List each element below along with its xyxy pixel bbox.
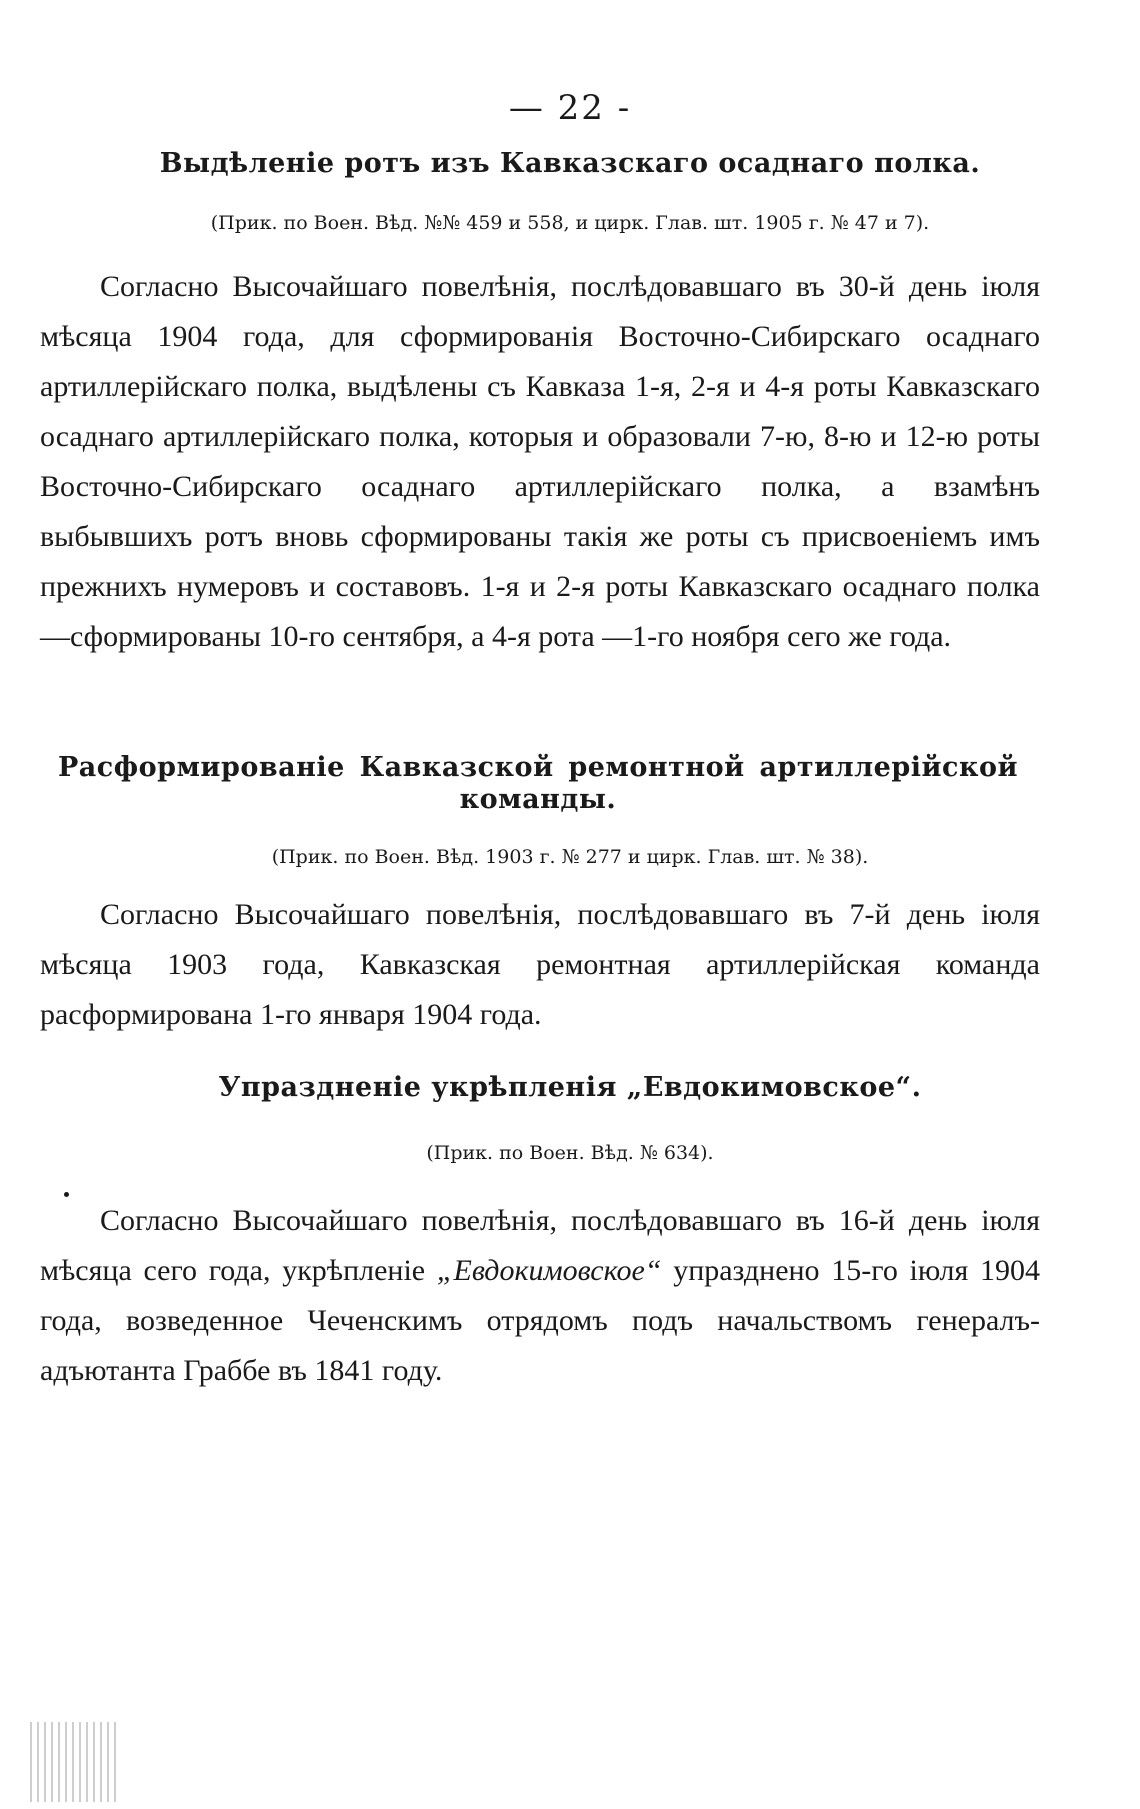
page-number: — 22 -: [508, 88, 632, 128]
section-citation: (Прик. по Воен. Вѣд. №№ 459 и 558, и цирк. Глав. шт. 1905 г. № 47 и 7).: [210, 212, 930, 234]
fortification-name: „Евдокимовское“: [436, 1254, 662, 1287]
scan-noise: [30, 1722, 120, 1802]
section-citation: (Прик. по Воен. Вѣд. 1903 г. № 277 и цирк. Глав. шт. № 38).: [271, 846, 869, 868]
section-citation: (Прик. по Воен. Вѣд. № 634).: [426, 1142, 714, 1164]
body-text: упразднено 15-го іюля 1904 года, возведенное Чеченскимъ отрядомъ подъ начальствомъ генералъ-адъютанта Граббе въ 1841 году.: [40, 1254, 1040, 1387]
section-body: [40, 1196, 1040, 1396]
section-body: Согласно Высочайшаго повелѣнія, послѣдовавшаго въ 30-й день іюля мѣсяца 1904 года, для сформированія Восточно-Сибирскаго осаднаго артиллерійскаго полка, выдѣлены съ Кавказа 1-я, 2-я и 4-я роты Кавказскаго осаднаго артиллерійскаго полка, которыя и образовали 7-ю, 8-ю и 12-ю роты Восточно-Сибирскаго осаднаго артиллерійскаго полка, а взамѣнъ выбывшихъ ротъ вновь сформированы такія же роты съ присвоеніемъ имъ прежнихъ нумеровъ и составовъ. 1-я и 2-я роты Кавказскаго осаднаго полка —сформированы 10-го сентября, а 4-я рота —1-го ноября сего же года.: [40, 270, 1040, 653]
section-heading: Упраздненіе укрѣпленія „Евдокимовское“.: [218, 1072, 922, 1103]
section-body: Согласно Высочайшаго повелѣнія, послѣдовавшаго въ 7-й день іюля мѣсяца 1903 года, Кавказская ремонтная артиллерійская команда расформирована 1-го января 1904 года.: [40, 898, 1040, 1031]
body-text: Согласно Высочайшаго повелѣнія, послѣдовавшаго въ 16-й день іюля мѣсяца сего года, укрѣпленіе: [40, 1204, 1040, 1287]
section-heading: Выдѣленіе ротъ изъ Кавказскаго осаднаго полка.: [159, 148, 981, 179]
section-heading: Расформированіе Кавказской ремонтной артиллерійской команды.: [58, 752, 1018, 815]
